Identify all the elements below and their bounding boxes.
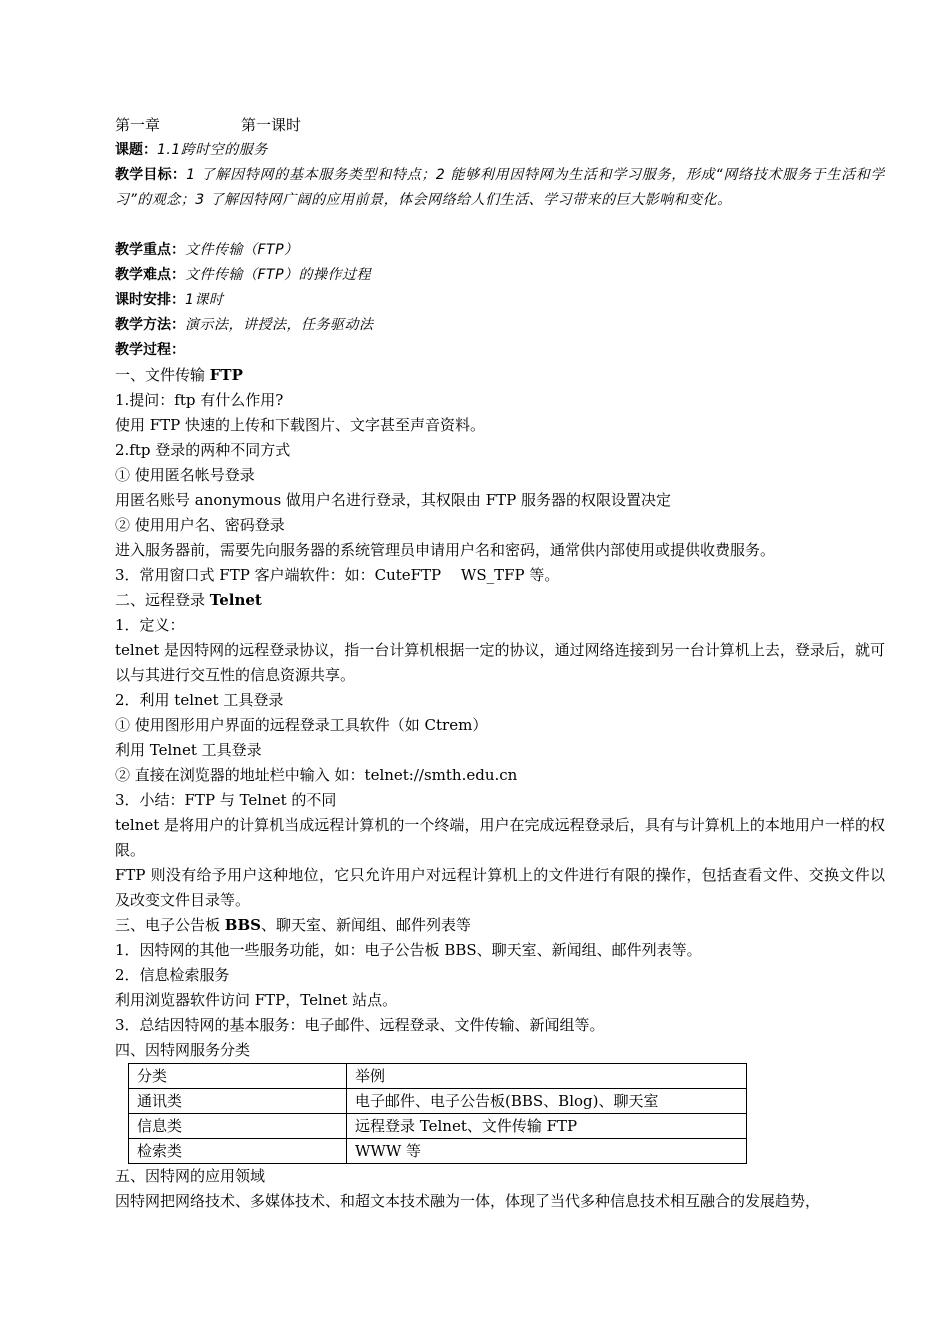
difficulty-label: 教学难点： bbox=[115, 267, 185, 283]
section-2-paragraph: telnet 是将用户的计算机当成远程计算机的一个终端，用户在完成远程登录后，具有与计算机上的本地用户一样的权限。 bbox=[115, 816, 885, 859]
table-header-cell: 举例 bbox=[347, 1064, 747, 1089]
section-2-paragraph: telnet 是因特网的远程登录协议，指一台计算机根据一定的协议，通过网络连接到另一台计算机上去，登录后，就可以与其进行交互性的信息资源共享。 bbox=[115, 641, 885, 684]
section-3-line: 利用浏览器软件访问 FTP，Telnet 站点。 bbox=[115, 991, 398, 1009]
goals-value: 1 了解因特网的基本服务类型和特点；2 能够利用因特网为生活和学习服务，形成“网络技术服务于生活和学习”的观念；3 了解因特网广阔的应用前景，体会网络给人们生活、学习带来的巨大影响和变化。 bbox=[115, 167, 885, 208]
section-1-title bbox=[115, 363, 885, 388]
section-2-line: ① 使用图形用户界面的远程登录工具软件（如 Ctrem） bbox=[115, 716, 488, 734]
section-3-title-bold: BBS bbox=[224, 916, 261, 934]
section-3-line: 2．信息检索服务 bbox=[115, 966, 230, 984]
section-3-title bbox=[115, 913, 885, 938]
goals-paragraph bbox=[115, 163, 885, 238]
section-1-line: ① 使用匿名帐号登录 bbox=[115, 466, 255, 484]
section-1-title-text: 一、文件传输 bbox=[115, 366, 210, 384]
table-cell: 信息类 bbox=[129, 1114, 347, 1139]
table-row bbox=[129, 1089, 747, 1114]
schedule-value: 1课时 bbox=[185, 292, 224, 308]
topic-line bbox=[115, 138, 885, 163]
key-point-label: 教学重点： bbox=[115, 242, 185, 258]
topic-label: 课题： bbox=[115, 142, 157, 158]
section-1-title-bold: FTP bbox=[209, 366, 243, 384]
schedule-label: 课时安排： bbox=[115, 292, 185, 308]
topic-value: 1.1跨时空的服务 bbox=[157, 142, 268, 158]
goals-label: 教学目标： bbox=[115, 167, 187, 183]
section-5-line: 因特网把网络技术、多媒体技术、和超文本技术融为一体，体现了当代多种信息技术相互融合的发展趋势， bbox=[115, 1192, 821, 1210]
table-row bbox=[129, 1139, 747, 1164]
table-cell: 电子邮件、电子公告板(BBS、Blog)、聊天室 bbox=[347, 1089, 747, 1114]
chapter-label: 第一章 bbox=[115, 116, 161, 134]
table-cell: 远程登录 Telnet、文件传输 FTP bbox=[347, 1114, 747, 1139]
section-1-line: 2.ftp 登录的两种不同方式 bbox=[115, 441, 291, 459]
table-cell: WWW 等 bbox=[347, 1139, 747, 1164]
section-2-title-bold: Telnet bbox=[209, 591, 262, 609]
methods-line bbox=[115, 313, 885, 338]
section-2-line: 1．定义： bbox=[115, 616, 185, 634]
section-2-paragraph: FTP 则没有给予用户这种地位，它只允许用户对远程计算机上的文件进行有限的操作，包括查看文件、交换文件以及改变文件目录等。 bbox=[115, 866, 885, 909]
key-point-value: 文件传输（FTP） bbox=[185, 242, 299, 258]
lesson-label: 第一课时 bbox=[241, 116, 302, 134]
section-1-line: ② 使用用户名、密码登录 bbox=[115, 516, 285, 534]
section-5-title: 五、因特网的应用领域 bbox=[115, 1167, 266, 1185]
section-2-title-text: 二、远程登录 bbox=[115, 591, 210, 609]
section-1-line: 用匿名账号 anonymous 做用户名进行登录，其权限由 FTP 服务器的权限设置决定 bbox=[115, 491, 671, 509]
section-1-line: 使用 FTP 快速的上传和下载图片、文字甚至声音资料。 bbox=[115, 416, 486, 434]
table-row bbox=[129, 1114, 747, 1139]
table-header-cell: 分类 bbox=[129, 1064, 347, 1089]
key-point-line bbox=[115, 238, 885, 263]
section-1-line: 1.提问：ftp 有什么作用? bbox=[115, 391, 284, 409]
methods-value: 演示法，讲授法，任务驱动法 bbox=[185, 317, 374, 333]
table-header-row bbox=[129, 1064, 747, 1089]
section-2-line: 2．利用 telnet 工具登录 bbox=[115, 691, 284, 709]
section-2-line: 3．小结：FTP 与 Telnet 的不同 bbox=[115, 791, 337, 809]
section-4-title: 四、因特网服务分类 bbox=[115, 1041, 251, 1059]
process-heading bbox=[115, 338, 885, 363]
table-cell: 通讯类 bbox=[129, 1089, 347, 1114]
schedule-line bbox=[115, 288, 885, 313]
section-1-line: 3．常用窗口式 FTP 客户端软件：如：CuteFTP WS_TFP 等。 bbox=[115, 566, 560, 584]
process-label: 教学过程： bbox=[115, 342, 185, 358]
table-cell: 检索类 bbox=[129, 1139, 347, 1164]
lesson-plan-page bbox=[115, 113, 885, 1214]
section-3-title-text: 三、电子公告板 bbox=[115, 916, 225, 934]
section-2-line: ② 直接在浏览器的地址栏中输入 如：telnet://smth.edu.cn bbox=[115, 766, 518, 784]
section-3-line: 3．总结因特网的基本服务：电子邮件、远程登录、文件传输、新闻组等。 bbox=[115, 1016, 605, 1034]
chapter-header bbox=[115, 113, 885, 138]
difficulty-value: 文件传输（FTP）的操作过程 bbox=[185, 267, 372, 283]
section-3-title-suffix: 、聊天室、新闻组、邮件列表等 bbox=[260, 916, 471, 934]
difficulty-line bbox=[115, 263, 885, 288]
section-3-line: 1．因特网的其他一些服务功能，如：电子公告板 BBS、聊天室、新闻组、邮件列表等。 bbox=[115, 941, 702, 959]
methods-label: 教学方法： bbox=[115, 317, 185, 333]
section-2-title bbox=[115, 588, 885, 613]
service-classification-table bbox=[128, 1063, 747, 1164]
section-2-line: 利用 Telnet 工具登录 bbox=[115, 741, 262, 759]
section-1-line: 进入服务器前，需要先向服务器的系统管理员申请用户名和密码，通常供内部使用或提供收费服务。 bbox=[115, 541, 776, 559]
